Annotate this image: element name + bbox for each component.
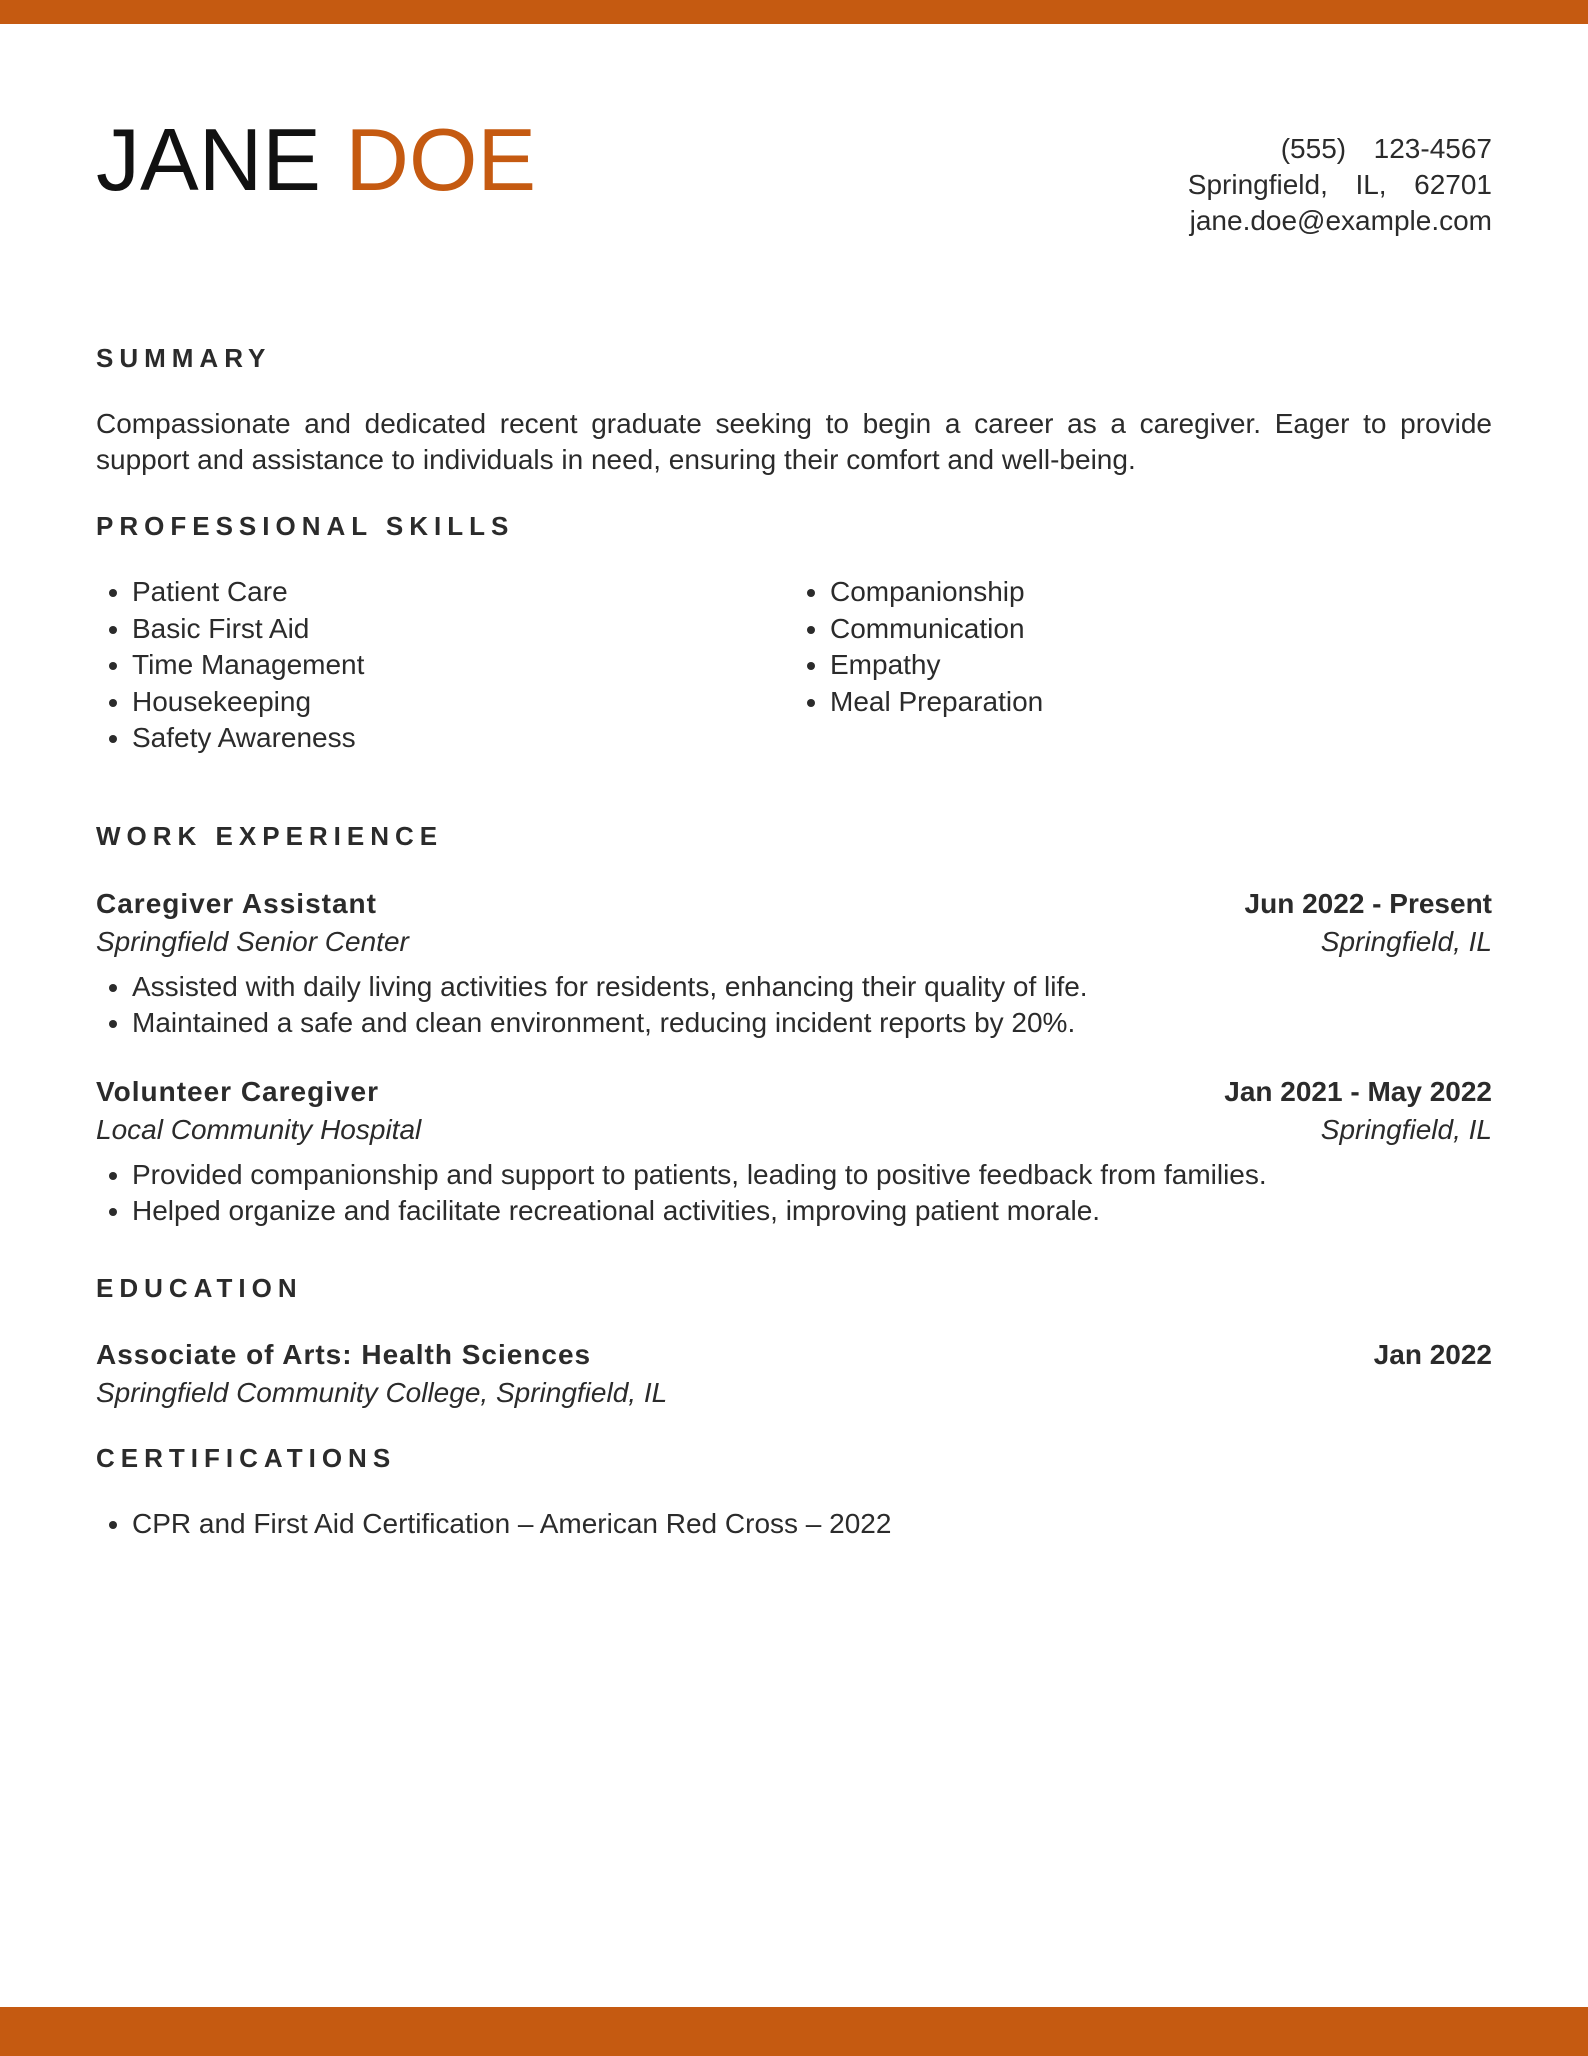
last-name: DOE [345,110,537,209]
job-title: Caregiver Assistant [96,888,377,919]
resume-header [96,0,1492,300]
skills-column-2 [794,574,1492,757]
skill-item: • Communication [830,611,1492,648]
education-school-row [96,1374,1492,1412]
summary-text: Compassionate and dedicated recent graduate seeking to begin a career as a caregiver. Eager to provide support and assistance to individuals in need, ensuring their comfort and well-being. [96,408,1492,475]
degree-title: Associate of Arts: Health Sciences [96,1339,592,1370]
skill-item: • Companionship [830,574,1492,611]
job-entry [96,1073,1492,1229]
job-organization: Springfield Senior Center [96,926,409,957]
job-location: Springfield, IL [1320,1114,1492,1145]
job-location: Springfield, IL [1320,926,1492,957]
job-header-row [96,885,1492,923]
resume-page [96,0,1492,1539]
skill-item: • Housekeeping [132,684,794,721]
skill-item: • Meal Preparation [830,684,1492,721]
job-bullets [96,969,1492,1041]
skill-item: • Patient Care [132,574,794,611]
job-bullet: • Maintained a safe and clean environment, reducing incident reports by 20%. [132,1005,1492,1041]
skill-item: • Empathy [830,647,1492,684]
education-entry [96,1336,1492,1412]
summary-heading: SUMMARY [96,343,272,373]
certification-item: • CPR and First Aid Certification – American Red Cross – 2022 [132,1506,891,1542]
education-date: Jan 2022 [1373,1339,1492,1370]
job-organization: Local Community Hospital [96,1114,422,1145]
contact-address: Springfield, IL, 62701 [1187,169,1492,200]
bottom-accent-bar [0,2007,1588,2056]
first-name: JANE [96,110,321,209]
certifications-list [96,1506,891,1542]
contact-phone: (555) 123-4567 [1280,133,1492,164]
skill-item: • Basic First Aid [132,611,794,648]
skills-list [96,574,1492,757]
job-dates: Jan 2021 - May 2022 [1224,1076,1492,1107]
job-title: Volunteer Caregiver [96,1076,380,1107]
skill-item: • Safety Awareness [132,720,794,757]
contact-email: jane.doe@example.com [1189,205,1492,236]
job-header-row [96,1073,1492,1111]
contact-block [1188,131,1492,239]
skills-column-1 [96,574,794,757]
job-bullets [96,1157,1492,1229]
school-name: Springfield Community College, Springfield, IL [96,1377,668,1408]
education-header-row [96,1336,1492,1374]
work-experience-heading: WORK EXPERIENCE [96,821,444,851]
candidate-name [96,110,536,210]
education-heading: EDUCATION [96,1273,303,1303]
job-bullet: • Provided companionship and support to patients, leading to positive feedback from families. [132,1157,1492,1193]
job-bullet: • Helped organize and facilitate recreational activities, improving patient morale. [132,1193,1492,1229]
skills-heading: PROFESSIONAL SKILLS [96,511,515,541]
job-entry [96,885,1492,1041]
certifications-heading: CERTIFICATIONS [96,1443,397,1473]
skill-item: • Time Management [132,647,794,684]
job-org-row [96,1111,1492,1149]
job-bullet: • Assisted with daily living activities for residents, enhancing their quality of life. [132,969,1492,1005]
job-dates: Jun 2022 - Present [1244,888,1492,919]
job-org-row [96,923,1492,961]
